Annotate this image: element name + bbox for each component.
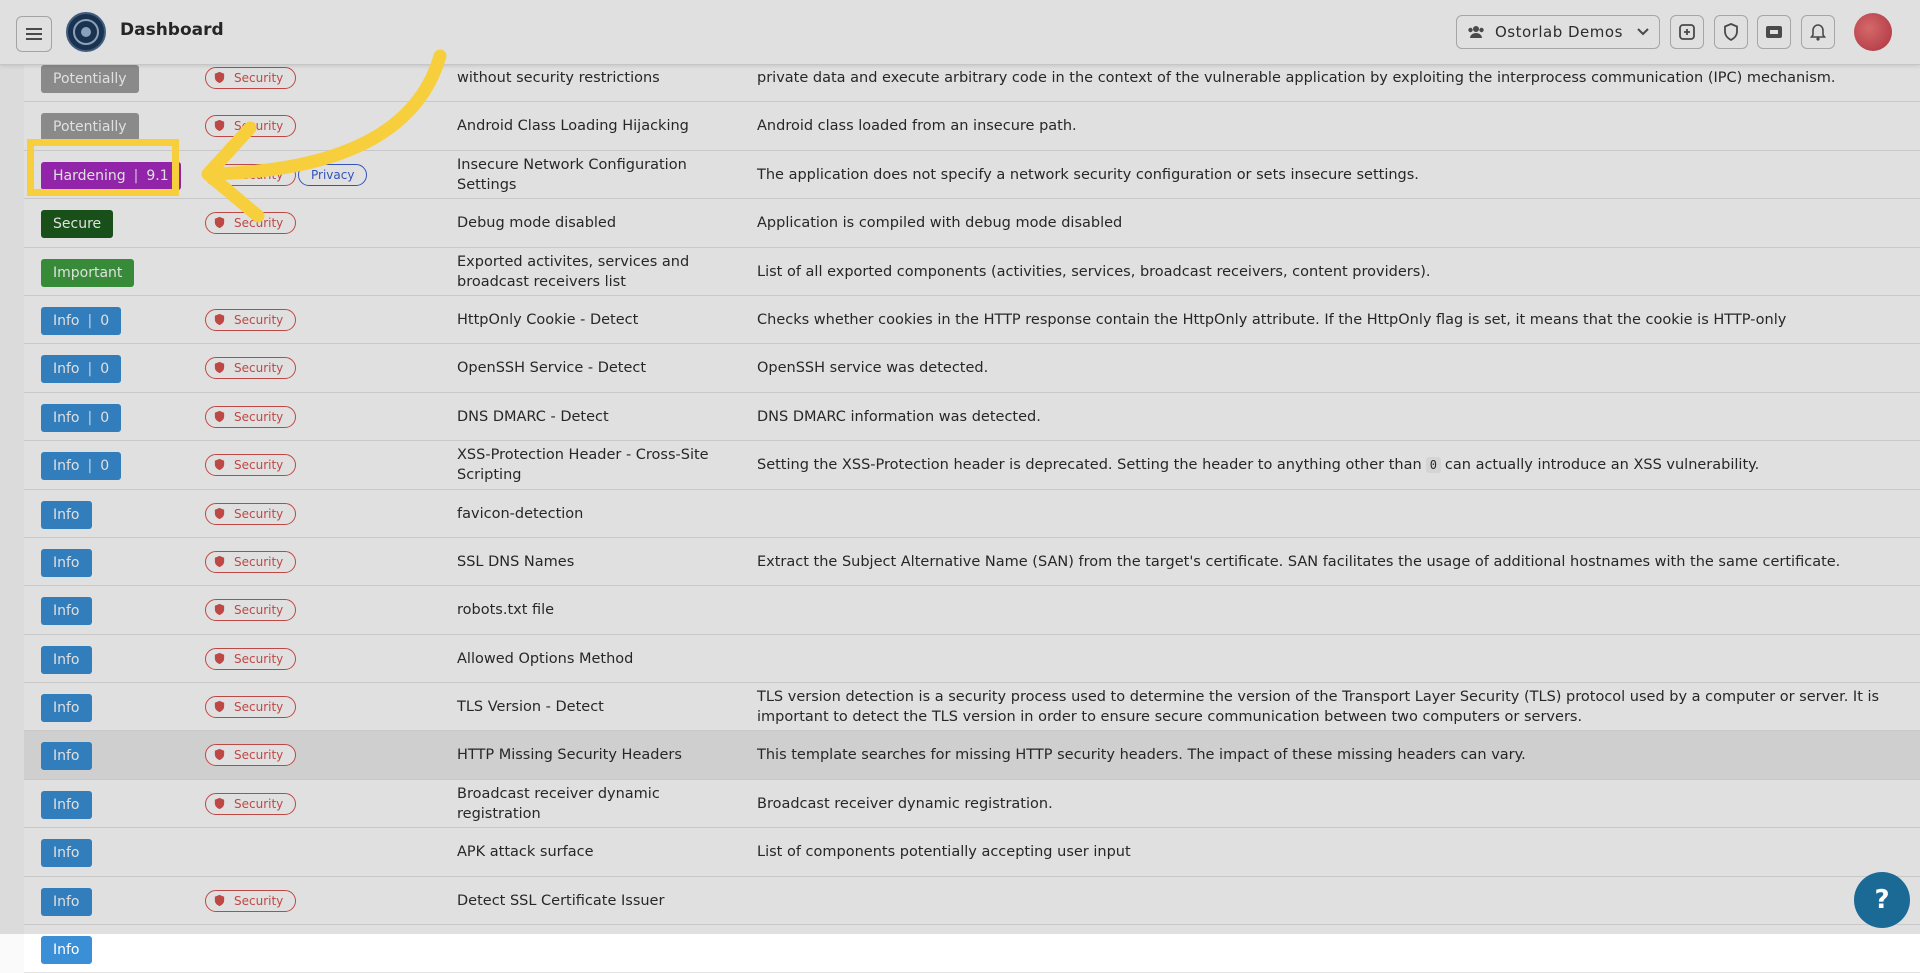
security-tag: [205, 357, 296, 379]
avatar[interactable]: [1854, 13, 1892, 51]
risk-badge: [41, 791, 92, 819]
table-row[interactable]: [24, 683, 1920, 731]
annotation-arrow: [180, 46, 460, 236]
risk-label: Potentially: [53, 119, 127, 136]
risk-badge: [41, 404, 121, 432]
title-text: TLS Version - Detect: [457, 699, 604, 716]
risk-label: Info: [53, 651, 80, 668]
description-text: Android class loaded from an insecure path.: [757, 118, 1077, 135]
risk-label: Info: [53, 458, 80, 475]
table-row[interactable]: [24, 296, 1920, 344]
risk-label: Info: [53, 845, 80, 862]
risk-score: 0: [100, 458, 110, 475]
risk-score: 0: [100, 361, 110, 378]
vulnerability-description: [757, 586, 1907, 634]
risk-label: Info: [53, 554, 80, 571]
title-text: Insecure Network Configuration Settings: [457, 156, 687, 193]
scan-icon: [1678, 23, 1696, 41]
vulnerability-title: [457, 296, 747, 344]
tag-label: Security: [234, 748, 284, 763]
vulnerability-title: [457, 151, 747, 199]
table-row[interactable]: [24, 344, 1920, 392]
description-text: The application does not specify a network security configuration or sets insecure settings.: [757, 166, 1419, 183]
risk-label: Info: [53, 409, 80, 426]
vulnerability-description: [757, 151, 1907, 199]
tag-label: Security: [234, 893, 284, 908]
table-row[interactable]: [24, 780, 1920, 828]
risk-label: Info: [53, 700, 80, 717]
risk-badge: [41, 259, 134, 287]
title-text: Broadcast receiver dynamic registration: [457, 785, 660, 822]
vulnerability-description: [757, 925, 1907, 973]
organization-name: Ostorlab Demos: [1495, 23, 1623, 41]
risk-badge: [41, 501, 92, 529]
security-button[interactable]: [1714, 15, 1748, 49]
vulnerability-title: [457, 780, 747, 828]
risk-label: Important: [53, 264, 123, 281]
risk-label: Info: [53, 748, 80, 765]
security-tag: [205, 406, 296, 428]
description-text: List of all exported components (activities, services, broadcast receivers, content providers).: [757, 263, 1431, 280]
risk-label: Potentially: [53, 71, 127, 87]
risk-label: Info: [53, 312, 80, 329]
table-row[interactable]: [24, 925, 1920, 973]
risk-score: 0: [100, 409, 110, 426]
risk-label: Info: [53, 893, 80, 910]
security-tag: [205, 696, 296, 718]
users-icon: [1467, 25, 1485, 39]
title-text: HTTP Missing Security Headers: [457, 747, 682, 764]
risk-badge: [41, 549, 92, 577]
highlight-box: [27, 139, 179, 196]
shield-icon: [213, 458, 226, 471]
tag-label: Security: [234, 796, 284, 811]
page-title: Dashboard: [120, 20, 224, 40]
table-row[interactable]: [24, 248, 1920, 296]
description-text: Broadcast receiver dynamic registration.: [757, 795, 1053, 812]
risk-badge: [41, 888, 92, 916]
vulnerability-description: [757, 248, 1907, 296]
vulnerability-description: [757, 780, 1907, 828]
security-tag: [205, 744, 296, 766]
table-row[interactable]: [24, 586, 1920, 634]
tag-label: Security: [234, 603, 284, 618]
vulnerability-description: [757, 199, 1907, 247]
risk-badge: [41, 742, 92, 770]
table-row[interactable]: [24, 731, 1920, 779]
logo[interactable]: [66, 12, 106, 52]
vulnerability-title: [457, 828, 747, 876]
table-row[interactable]: [24, 538, 1920, 586]
vulnerability-title: [457, 877, 747, 925]
tag-label: Security: [234, 361, 284, 376]
help-button[interactable]: ?: [1854, 872, 1910, 928]
vulnerability-description: [757, 877, 1907, 925]
code-snippet: 0: [1426, 457, 1441, 473]
risk-badge: [41, 646, 92, 674]
title-text: OpenSSH Service - Detect: [457, 360, 647, 377]
title-text: robots.txt file: [457, 602, 555, 619]
description-text: OpenSSH service was detected.: [757, 360, 989, 377]
risk-label: Secure: [53, 216, 102, 233]
security-tag: [205, 454, 296, 476]
vulnerability-title: [457, 586, 747, 634]
description-text: DNS DMARC information was detected.: [757, 408, 1041, 425]
table-row[interactable]: [24, 490, 1920, 538]
table-row[interactable]: [24, 393, 1920, 441]
vulnerability-title: [457, 925, 747, 973]
shield-icon: [213, 603, 226, 616]
risk-badge: [41, 452, 121, 480]
tag-label: Security: [234, 409, 284, 424]
description-text: can actually introduce an XSS vulnerability.: [1444, 457, 1760, 474]
title-text: APK attack surface: [457, 844, 594, 861]
risk-badge: [41, 936, 92, 964]
menu-button[interactable]: [16, 16, 52, 52]
vulnerability-description: [757, 393, 1907, 441]
description-text: List of components potentially accepting user input: [757, 844, 1131, 861]
title-text: DNS DMARC - Detect: [457, 408, 609, 425]
description-text: Application is compiled with debug mode disabled: [757, 215, 1123, 232]
title-text: SSL DNS Names: [457, 553, 575, 570]
risk-badge: [41, 839, 92, 867]
description-text: TLS version detection is a security process used to determine the version of the Transport Layer Security (TLS) protocol used by a computer or server. It is important to detect the TLS version in order to ensure secure communication between two computers or servers.: [757, 689, 1880, 726]
security-tag: [205, 309, 296, 331]
vulnerability-description: [757, 635, 1907, 683]
title-text: Allowed Options Method: [457, 650, 634, 667]
shield-icon: [213, 700, 226, 713]
badge-separator: |: [87, 361, 93, 378]
tickets-button[interactable]: [1757, 15, 1791, 49]
table-row[interactable]: [24, 828, 1920, 876]
tag-label: Security: [234, 506, 284, 521]
badge-separator: |: [87, 409, 93, 426]
ticket-icon: [1765, 25, 1783, 39]
title-text: Exported activites, services and broadcast receivers list: [457, 253, 690, 290]
title-text: without security restrictions: [457, 70, 660, 86]
tag-label: Security: [234, 554, 284, 569]
vulnerability-description: [757, 344, 1907, 392]
table-row[interactable]: [24, 441, 1920, 489]
description-text: Setting the XSS-Protection header is deprecated. Setting the header to anything other than: [757, 457, 1422, 474]
description-text: Extract the Subject Alternative Name (SAN) from the target's certificate. SAN facilitates the usage of additional hostnames with the same certificate.: [757, 553, 1841, 570]
risk-score: 9.1: [146, 167, 169, 184]
tag-label: Security: [234, 119, 284, 134]
shield-icon: [213, 797, 226, 810]
title-text: XSS-Protection Header - Cross-Site Scripting: [457, 447, 709, 484]
security-tag: [205, 890, 296, 912]
risk-badge: [41, 210, 113, 238]
tag-label: Security: [234, 216, 284, 231]
title-text: Android Class Loading Hijacking: [457, 118, 689, 135]
shield-icon: [213, 555, 226, 568]
risk-badge: [41, 597, 92, 625]
vulnerability-title: [457, 199, 747, 247]
tag-label: Security: [234, 458, 284, 473]
title-text: Debug mode disabled: [457, 215, 617, 232]
security-tag: [205, 793, 296, 815]
tag-label: Security: [234, 71, 284, 85]
title-text: HttpOnly Cookie - Detect: [457, 311, 639, 328]
shield-icon: [213, 361, 226, 374]
vulnerability-title: [457, 248, 747, 296]
risk-badge: [41, 307, 121, 335]
risk-badge: [41, 355, 121, 383]
vulnerability-description: [757, 538, 1907, 586]
vulnerability-description: [757, 102, 1907, 150]
vulnerability-description: [757, 441, 1907, 489]
risk-label: Info: [53, 603, 80, 620]
vulnerability-title: [457, 731, 747, 779]
risk-label: Info: [53, 942, 80, 959]
privacy-tag: Privacy: [298, 164, 367, 186]
scan-button[interactable]: [1670, 15, 1704, 49]
description-text: private data and execute arbitrary code in the context of the vulnerable application by exploiting the interprocess communication (IPC) mechanism.: [757, 70, 1836, 86]
vulnerability-description: [757, 296, 1907, 344]
vulnerability-title: [457, 344, 747, 392]
security-tag: [205, 551, 296, 573]
risk-label: Info: [53, 361, 80, 378]
vulnerability-title: [457, 441, 747, 489]
vulnerability-description: [757, 828, 1907, 876]
risk-badge: [41, 694, 92, 722]
security-tag: [205, 648, 296, 670]
table-row[interactable]: [24, 635, 1920, 683]
bell-icon: [1810, 23, 1826, 41]
table-row[interactable]: [24, 877, 1920, 925]
vulnerability-title: [457, 393, 747, 441]
shield-icon: [1723, 23, 1739, 41]
vulnerability-title: [457, 102, 747, 150]
tag-label: Security: [234, 700, 284, 715]
organization-select[interactable]: [1456, 15, 1660, 49]
shield-icon: [213, 313, 226, 326]
vulnerability-description: [757, 731, 1907, 779]
vulnerability-description: [757, 490, 1907, 538]
risk-label: Hardening: [53, 167, 126, 184]
shield-icon: [213, 410, 226, 423]
title-text: Detect SSL Certificate Issuer: [457, 892, 665, 909]
vulnerability-description: [757, 683, 1907, 731]
tag-label: Security: [234, 167, 284, 182]
chevron-down-icon: [1637, 28, 1649, 36]
security-tag: [205, 599, 296, 621]
shield-icon: [213, 894, 226, 907]
risk-badge: [41, 113, 139, 141]
security-tag: [205, 503, 296, 525]
risk-score: 0: [100, 312, 110, 329]
vulnerability-title: [457, 538, 747, 586]
description-text: This template searches for missing HTTP security headers. The impact of these missing headers can vary.: [757, 747, 1526, 764]
menu-icon: [26, 27, 42, 41]
description-text: Checks whether cookies in the HTTP response contain the HttpOnly attribute. If the HttpOnly flag is set, it means that the cookie is HTTP-only: [757, 311, 1787, 328]
notifications-button[interactable]: [1801, 15, 1835, 49]
tag-label: Security: [234, 651, 284, 666]
badge-separator: |: [87, 458, 93, 475]
shield-icon: [213, 652, 226, 665]
risk-label: Info: [53, 796, 80, 813]
title-text: favicon-detection: [457, 505, 584, 522]
vulnerability-title: [457, 490, 747, 538]
vulnerability-title: [457, 683, 747, 731]
risk-badge: [41, 65, 139, 93]
shield-icon: [213, 507, 226, 520]
risk-label: Info: [53, 506, 80, 523]
vulnerability-title: [457, 635, 747, 683]
badge-separator: |: [133, 167, 139, 184]
tag-label: Security: [234, 312, 284, 327]
shield-icon: [213, 748, 226, 761]
badge-separator: |: [87, 312, 93, 329]
